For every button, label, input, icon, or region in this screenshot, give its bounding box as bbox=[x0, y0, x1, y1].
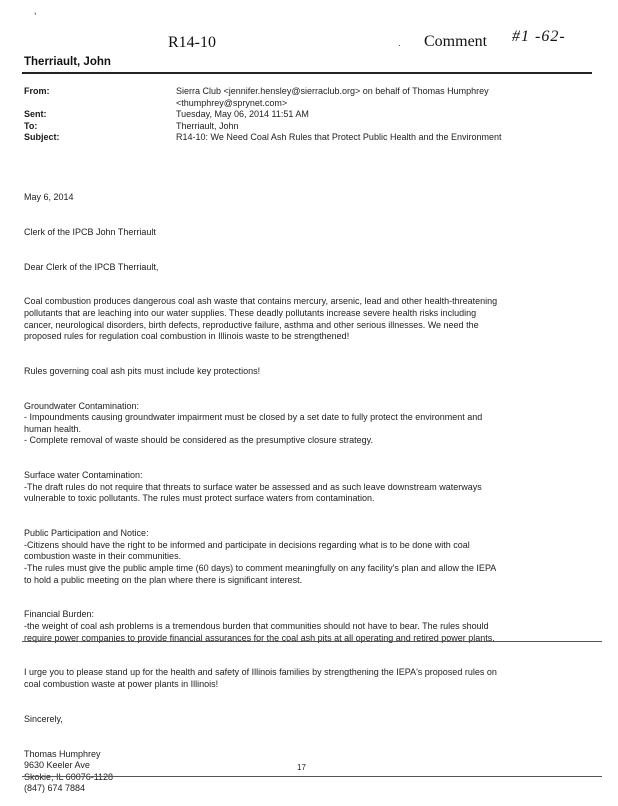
pledge-underline bbox=[22, 641, 602, 642]
financial-heading: Financial Burden: bbox=[24, 609, 95, 620]
footer-divider bbox=[22, 776, 602, 777]
signature-phone: (847) 674 7884 bbox=[24, 783, 86, 794]
margin-tick: ' bbox=[34, 12, 37, 22]
to-label: To: bbox=[24, 120, 38, 131]
surface-line: -The draft rules do not require that threats to surface water be assessed and as such leave downstream waterways bbox=[24, 481, 482, 492]
pledge-line: coal combustion waste at power plants in Illinois! bbox=[24, 678, 219, 689]
sent-value: Tuesday, May 06, 2014 11:51 AM bbox=[176, 109, 309, 119]
pledge-paragraph bbox=[24, 667, 580, 690]
intro-line: proposed rules for regulation coal combustion in Illinois waste to be strengthened! bbox=[24, 331, 350, 342]
from-value bbox=[176, 86, 594, 109]
financial-section bbox=[24, 609, 580, 644]
signature-street: 9630 Keeler Ave bbox=[24, 760, 90, 771]
email-header bbox=[24, 86, 594, 144]
surface-section bbox=[24, 470, 580, 505]
comment-label: Comment bbox=[424, 33, 488, 50]
sent-label: Sent: bbox=[24, 109, 47, 119]
financial-line: require power companies to provide financial assurances for the coal ash pits at all operating and retired power plants. bbox=[24, 632, 495, 643]
margin-dot: · bbox=[398, 40, 401, 50]
from-label: From: bbox=[24, 86, 50, 96]
public-line: -The rules must give the public ample time (60 days) to comment meaningfully on any facility's plan and allow the IEPA bbox=[24, 563, 497, 573]
docket-number: R14-10 bbox=[168, 34, 216, 51]
surface-line: vulnerable to toxic pollutants. The rules must protect surface waters from contamination. bbox=[24, 493, 375, 504]
sender-heading: Therriault, John bbox=[24, 56, 111, 68]
groundwater-heading: Groundwater Contamination: bbox=[24, 400, 140, 411]
public-line: to hold a public meeting on the plan where there is significant interest. bbox=[24, 574, 303, 585]
intro-line: pollutants that are leaching into our water supplies. These deadly pollutants increase severe health risks including bbox=[24, 307, 477, 318]
from-value-line-2: <thumphrey@sprynet.com> bbox=[176, 97, 288, 108]
from-value-line-1: Sierra Club <jennifer.hensley@sierraclub.org> on behalf of Thomas Humphrey bbox=[176, 86, 489, 96]
groundwater-line: - Complete removal of waste should be considered as the presumptive closure strategy. bbox=[24, 435, 374, 446]
surface-heading: Surface water Contamination: bbox=[24, 470, 143, 481]
intro-paragraph bbox=[24, 296, 580, 342]
letter-body bbox=[24, 192, 580, 806]
subject-row bbox=[24, 132, 594, 144]
letter-addressee: Clerk of the IPCB John Therriault bbox=[24, 226, 156, 237]
header-divider bbox=[22, 72, 592, 74]
public-line: -Citizens should have the right to be informed and participate in decisions regarding what is to be done with coal bbox=[24, 539, 470, 550]
signature-city: Skokie, IL 60076-1128 bbox=[24, 771, 114, 782]
pledge-line: I urge you to please stand up for the health and safety of Illinois families by strengthening the IEPA's proposed rules on bbox=[24, 667, 497, 678]
to-row bbox=[24, 121, 594, 133]
groundwater-line: - Impoundments causing groundwater impairment must be closed by a set date to fully protect the environment and bbox=[24, 412, 483, 423]
subject-value: R14-10: We Need Coal Ash Rules that Protect Public Health and the Environment bbox=[176, 132, 502, 142]
groundwater-line: human health. bbox=[24, 423, 82, 434]
to-value: Therriault, John bbox=[176, 120, 239, 131]
from-row bbox=[24, 86, 594, 109]
public-line: combustion waste in their communities. bbox=[24, 551, 182, 562]
subject-label: Subject: bbox=[24, 132, 60, 142]
sent-row bbox=[24, 109, 594, 121]
financial-line: -the weight of coal ash problems is a tremendous burden that communities should not have to bear. The rules should bbox=[24, 620, 489, 631]
intro-line: Coal combustion produces dangerous coal ash waste that contains mercury, arsenic, lead and other health-threatening bbox=[24, 296, 498, 307]
signature-name: Thomas Humphrey bbox=[24, 748, 101, 759]
groundwater-section bbox=[24, 401, 580, 447]
rules-intro: Rules governing coal ash pits must include key protections! bbox=[24, 365, 261, 376]
intro-line: cancer, neurological disorders, birth defects, reproductive failure, asthma and other serious illnesses. We need the bbox=[24, 319, 479, 330]
letter-date: May 6, 2014 bbox=[24, 192, 74, 202]
letter-salutation: Dear Clerk of the IPCB Therriault, bbox=[24, 261, 159, 272]
letter-closing: Sincerely, bbox=[24, 713, 63, 724]
public-heading: Public Participation and Notice: bbox=[24, 528, 149, 539]
comment-number: #1 -62- bbox=[512, 28, 566, 45]
page-number: 17 bbox=[297, 763, 306, 772]
public-section bbox=[24, 528, 580, 586]
